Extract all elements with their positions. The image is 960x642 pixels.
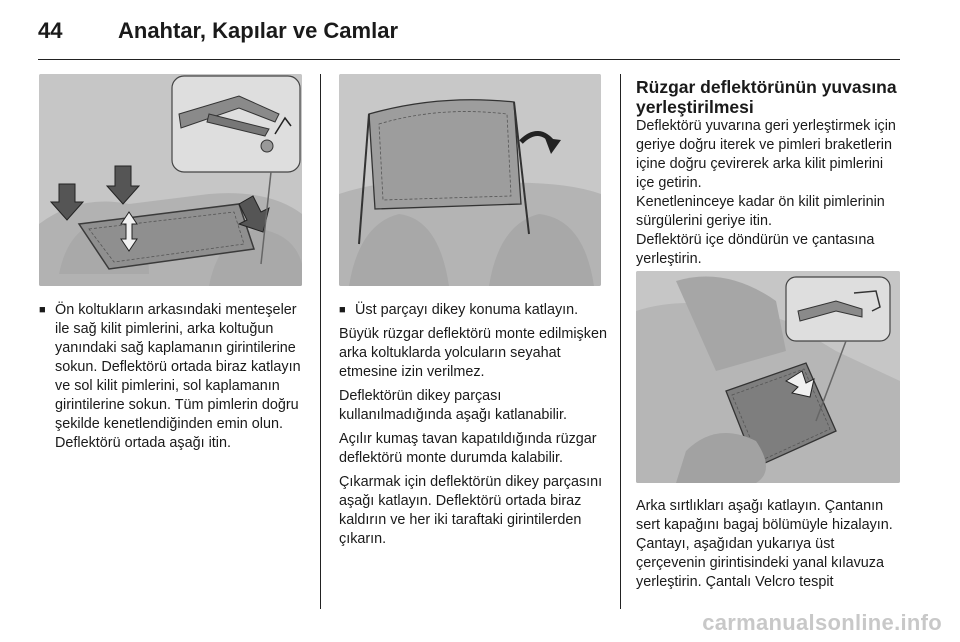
bullet-text: Ön koltukların arkasındaki menteşeler ile sağ kilit pimlerini, arka koltuğun yanındaki sağ kaplamanın girintilerine sokun. Deflektörü ortada biraz katlayın ve sol kilit pimlerini, sol kaplamanın girintilerine sokun. Tüm pimlerin doğru şekilde kenetlendiğinden emin olun. Deflektörü ortada aşağı itin. xyxy=(55,302,301,451)
column-3-after-figure-text xyxy=(636,497,904,592)
deflector-upright-illustration xyxy=(339,74,601,286)
paragraph: Açılır kumaş tavan kapatıldığında rüzgar deflektörü monte durumda kalabilir. xyxy=(339,431,597,466)
intro-line: Deflektörü yuvarına geri yerleştirmek için geriye doğru iterek ve pimleri braketlerin içine doğru çevirerek arka kilit pimlerini içe getirin. xyxy=(636,118,896,191)
paragraph: Arka sırtlıkları aşağı katlayın. Çantanın sert kapağını bagaj bölümüyle hizalayın. Çantayı, aşağıdan yukarıya üst çerçevenin girintisindeki yanal kılavuza yerleştirin. Çantalı Velcro tespit xyxy=(636,498,893,590)
wind-deflector-fitting-illustration xyxy=(39,74,302,286)
column-divider-2 xyxy=(620,74,621,609)
deflector-fitting-drawing xyxy=(39,74,302,286)
column-divider-1 xyxy=(320,74,321,609)
bullet-item xyxy=(39,301,305,453)
deflector-in-bag-trunk-illustration xyxy=(636,271,900,483)
paragraph: Çıkarmak için deflektörün dikey parçasını aşağı katlayın. Deflektörü ortada biraz kaldırın ve her iki taraftaki girintilerden çıkarın. xyxy=(339,474,603,547)
column-1-text xyxy=(39,301,305,453)
chapter-title: Anahtar, Kapılar ve Camlar xyxy=(118,18,399,43)
intro-line: Deflektörü içe döndürün ve çantasına yerleştirin. xyxy=(636,232,875,267)
paragraph: Büyük rüzgar deflektörü monte edilmişken arka koltuklarda yolcuların seyahat etmesine izin verilmez. xyxy=(339,326,607,380)
intro-line: Kenetleninceye kadar ön kilit pimlerinin sürgülerini geriye itin. xyxy=(636,194,885,229)
section-heading: Rüzgar deflektörünün yuvasına yerleştirilmesi xyxy=(636,77,897,117)
column-3-text xyxy=(636,77,904,269)
deflector-upright-drawing xyxy=(339,74,601,286)
bullet-square-icon: ■ xyxy=(39,304,46,316)
page-number: 44 xyxy=(38,18,63,43)
bullet-square-icon: ■ xyxy=(339,304,346,316)
deflector-bag-drawing xyxy=(636,271,900,483)
watermark: carmanualsonline.info xyxy=(702,610,942,635)
bullet-text: Üst parçayı dikey konuma katlayın. xyxy=(355,302,579,318)
header-rule xyxy=(38,59,900,60)
paragraph: Deflektörün dikey parçası kullanılmadığında aşağı katlanabilir. xyxy=(339,388,567,423)
column-2-text xyxy=(339,301,607,554)
bullet-item xyxy=(339,301,607,320)
